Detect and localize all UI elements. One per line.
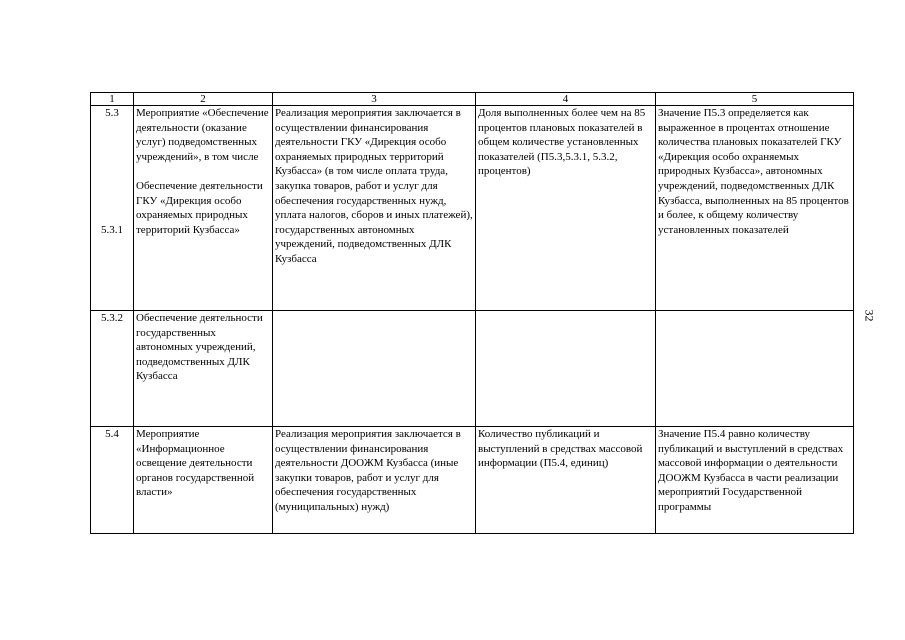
measure-name-cell <box>134 106 273 311</box>
header-col-2: 2 <box>134 93 273 106</box>
header-col-3: 3 <box>273 93 476 106</box>
header-col-4: 4 <box>476 93 656 106</box>
row-number-cell <box>91 106 134 311</box>
measure-content <box>273 311 476 427</box>
measure-name: Обеспечение деятельности государственных автономных учреждений, подведомственных ДЛК Кузбасса <box>134 311 273 427</box>
indicator-cell <box>476 311 656 427</box>
method-cell: Значение П5.3 определяется как выраженное в процентах отношение количества плановых показателей ГКУ «Дирекция особо охраняемых природных Кузбасса», автономных учреждений, подведомственных ДЛК Кузбасса, выполненных на 85 процентов и более, к общему количеству установленных показателей <box>656 106 854 311</box>
program-measures-table <box>90 92 854 534</box>
indicator-cell: Количество публикаций и выступлений в средствах массовой информации (П5.4, единиц) <box>476 427 656 534</box>
row-number: 5.4 <box>91 427 134 534</box>
measure-content: Реализация мероприятия заключается в осуществлении финансирования деятельности ДООЖМ Кузбасса (иные закупки товаров, работ и услуг для обеспечения государственных (муниципальных) нужд) <box>273 427 476 534</box>
measure-name: Мероприятие «Обеспечение деятельности (оказание услуг) подведомственных учреждений», в том числе <box>136 107 269 163</box>
table-row <box>91 106 854 311</box>
header-col-5: 5 <box>656 93 854 106</box>
row-number: 5.3.1 <box>101 223 123 236</box>
table-row <box>91 427 854 534</box>
header-col-1: 1 <box>91 93 134 106</box>
measure-name: Обеспечение деятельности ГКУ «Дирекция особо охраняемых природных территорий Кузбасса» <box>136 179 263 236</box>
measure-content: Реализация мероприятия заключается в осуществлении финансирования деятельности ГКУ «Дирекция особо охраняемых природных территорий Кузбасса» (в том числе оплата труда, закупка товаров, работ и услуг для обеспечения государственных нужд, уплата налогов, сборов и иных платежей), государственных автономных учреждений, подведомственных ДЛК Кузбасса <box>273 106 476 311</box>
page-number: 32 <box>862 309 877 322</box>
indicator-cell: Доля выполненных более чем на 85 процентов плановых показателей в общем количестве установленных показателей (П5.3,5.3.1, 5.3.2, процентов) <box>476 106 656 311</box>
row-number: 5.3.2 <box>91 311 134 427</box>
method-cell: Значение П5.4 равно количеству публикаций и выступлений в средствах массовой информации о деятельности ДООЖМ Кузбасса в части реализации мероприятий Государственной программы <box>656 427 854 534</box>
table-row <box>91 311 854 427</box>
measure-name: Мероприятие «Информационное освещение деятельности органов государственной власти» <box>134 427 273 534</box>
table-header-row <box>91 93 854 106</box>
method-cell <box>656 311 854 427</box>
row-number: 5.3 <box>105 107 119 119</box>
